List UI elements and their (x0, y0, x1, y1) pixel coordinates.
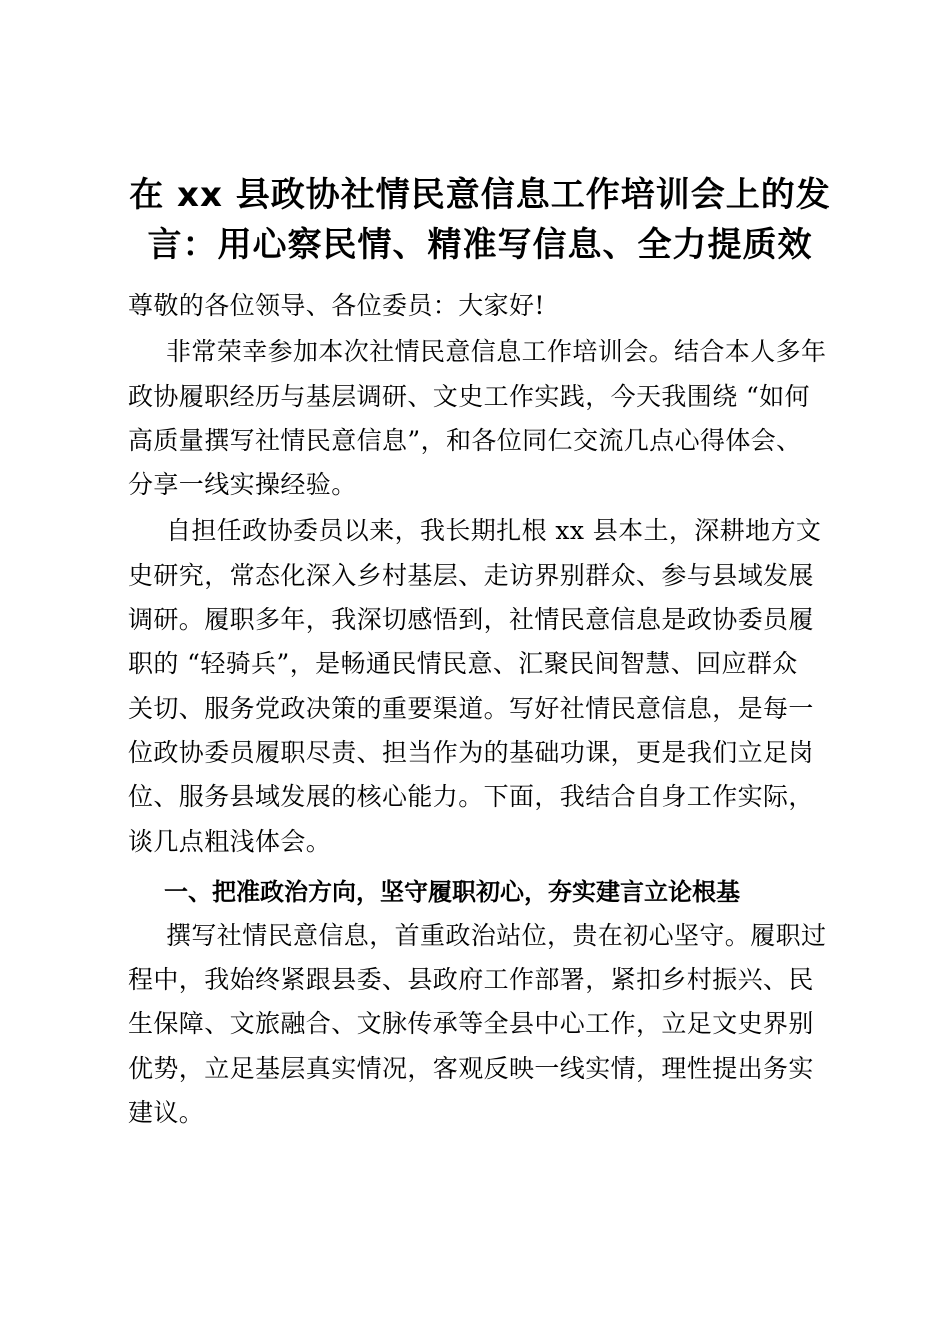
paragraph-intro (128, 330, 828, 507)
paragraph-line: 位、服务县域发展的核心能力。下面，我结合自身工作实际， (128, 782, 814, 812)
paragraph-line: 生保障、文旅融合、文脉传承等全县中心工作，立足文史界别 (128, 1009, 814, 1039)
paragraph-section-1 (128, 914, 828, 1135)
paragraph-line: 史研究，常态化深入乡村基层、走访界别群众、参与县域发展 (128, 560, 814, 590)
paragraph-line: 分享一线实操经验。 (128, 470, 357, 500)
title-line-2: 言：用心察民情、精准写信息、全力提质效 (147, 225, 813, 265)
paragraph-line: 优势，立足基层真实情况，客观反映一线实情，理性提出务实 (128, 1053, 814, 1083)
paragraph-line: 程中，我始终紧跟县委、县政府工作部署，紧扣乡村振兴、民 (128, 965, 814, 995)
paragraph-line: 高质量撰写社情民意信息”，和各位同仁交流几点心得体会、 (128, 425, 802, 455)
paragraph-line: 谈几点粗浅体会。 (128, 826, 332, 856)
paragraph-line: 建议。 (128, 1098, 205, 1128)
document-title (120, 170, 840, 270)
paragraph-line: 位政协委员履职尽责、担当作为的基础功课，更是我们立足岗 (128, 737, 814, 767)
paragraph-line: 自担任政协委员以来，我长期扎根 xx 县本土，深耕地方文 (166, 516, 822, 546)
paragraph-line: 政协履职经历与基层调研、文史工作实践，今天我围绕 “如何 (128, 381, 810, 411)
salutation (128, 284, 828, 328)
paragraph-line: 撰写社情民意信息，首重政治站位，贵在初心坚守。履职过 (166, 920, 827, 950)
paragraph-background (128, 509, 828, 863)
title-line-1: 在 xx 县政协社情民意信息工作培训会上的发 (129, 175, 831, 215)
paragraph-line: 调研。履职多年，我深切感悟到，社情民意信息是政协委员履 (128, 605, 814, 635)
document-body (128, 284, 828, 1135)
paragraph-line: 关切、服务党政决策的重要渠道。写好社情民意信息，是每一 (128, 693, 814, 723)
section-heading-1: 一、把准政治方向，坚守履职初心，夯实建言立论根基 (164, 877, 740, 906)
paragraph-line: 职的 “轻骑兵”，是畅通民情民意、汇聚民间智慧、回应群众 (128, 649, 798, 679)
salutation-text: 尊敬的各位领导、各位委员：大家好! (128, 291, 545, 320)
paragraph-line: 非常荣幸参加本次社情民意信息工作培训会。结合本人多年 (166, 337, 827, 367)
